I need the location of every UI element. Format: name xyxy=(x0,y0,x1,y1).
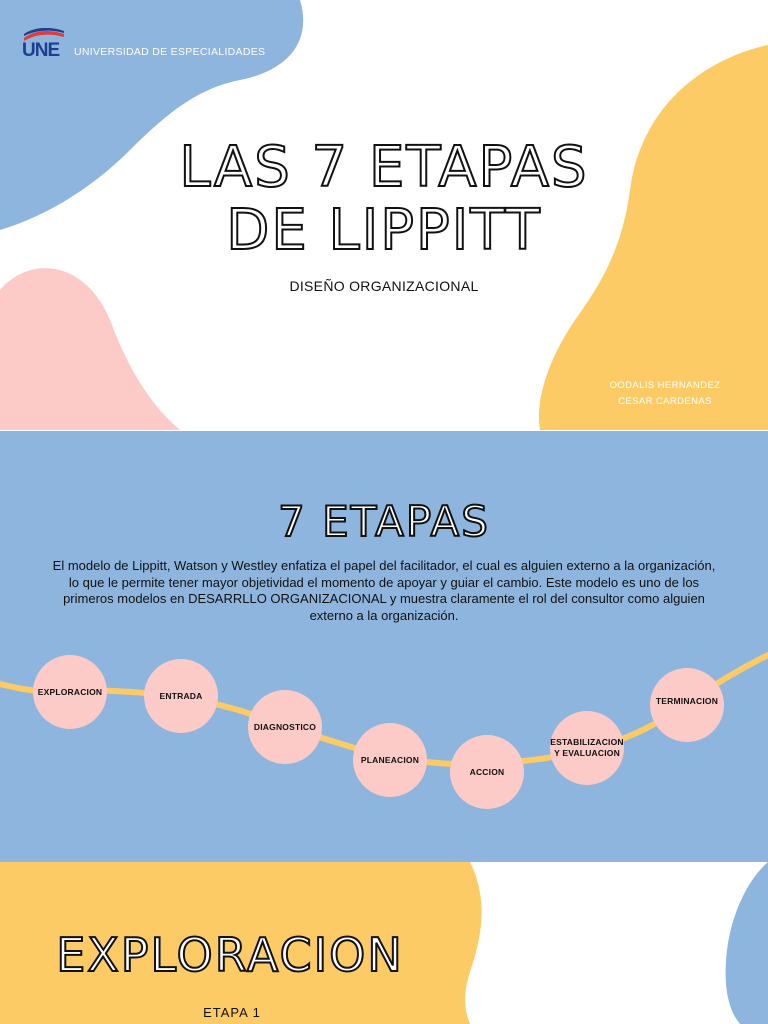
subtitle: DISEÑO ORGANIZACIONAL xyxy=(289,278,479,294)
stage-label: EXPLORACION xyxy=(37,686,103,697)
stage-label: DIAGNOSTICO xyxy=(253,721,317,732)
author-2: CESAR CARDENAS xyxy=(618,396,712,407)
stage-label: ENTRADA xyxy=(159,690,203,701)
author-1: OODALIS HERNANDEZ xyxy=(609,380,721,391)
university-logo xyxy=(22,28,265,62)
slide-exploracion xyxy=(0,862,768,1024)
slide-stages xyxy=(0,431,768,862)
university-name: UNIVERSIDAD DE ESPECIALIDADES xyxy=(74,46,266,58)
description: El modelo de Lippitt, Watson y Westley enfatiza el papel del facilitador, el cual es alguien externo a la organización, lo que le permite tener mayor objetividad el momento de apoyar y guiar el cambio. Este modelo es uno de los primeros modelos en DESARRLLO ORGANIZACIONAL y muestra claramente el rol del consultor como alguien externo a la organización. xyxy=(52,558,716,623)
stage-label: PLANEACION xyxy=(360,754,420,765)
stages-path xyxy=(0,431,768,862)
slide-title xyxy=(0,0,768,430)
main-title-line1: LAS 7 ETAPAS xyxy=(179,135,589,200)
authors xyxy=(565,378,765,410)
une-logo-mark xyxy=(22,28,66,62)
blue-blob xyxy=(726,862,768,1024)
etapa-label: ETAPA 1 xyxy=(203,1005,261,1020)
main-title-line2: DE LIPPITT xyxy=(226,198,542,263)
stage-label: ESTABILIZACION Y EVALUACION xyxy=(550,737,624,758)
logo-text: UNE xyxy=(22,40,60,61)
exploracion-title: EXPLORACION xyxy=(56,928,404,982)
stages-title: 7 ETAPAS xyxy=(278,497,490,546)
stage-label: TERMINACION xyxy=(655,695,719,706)
stage-label: ACCION xyxy=(469,766,505,777)
